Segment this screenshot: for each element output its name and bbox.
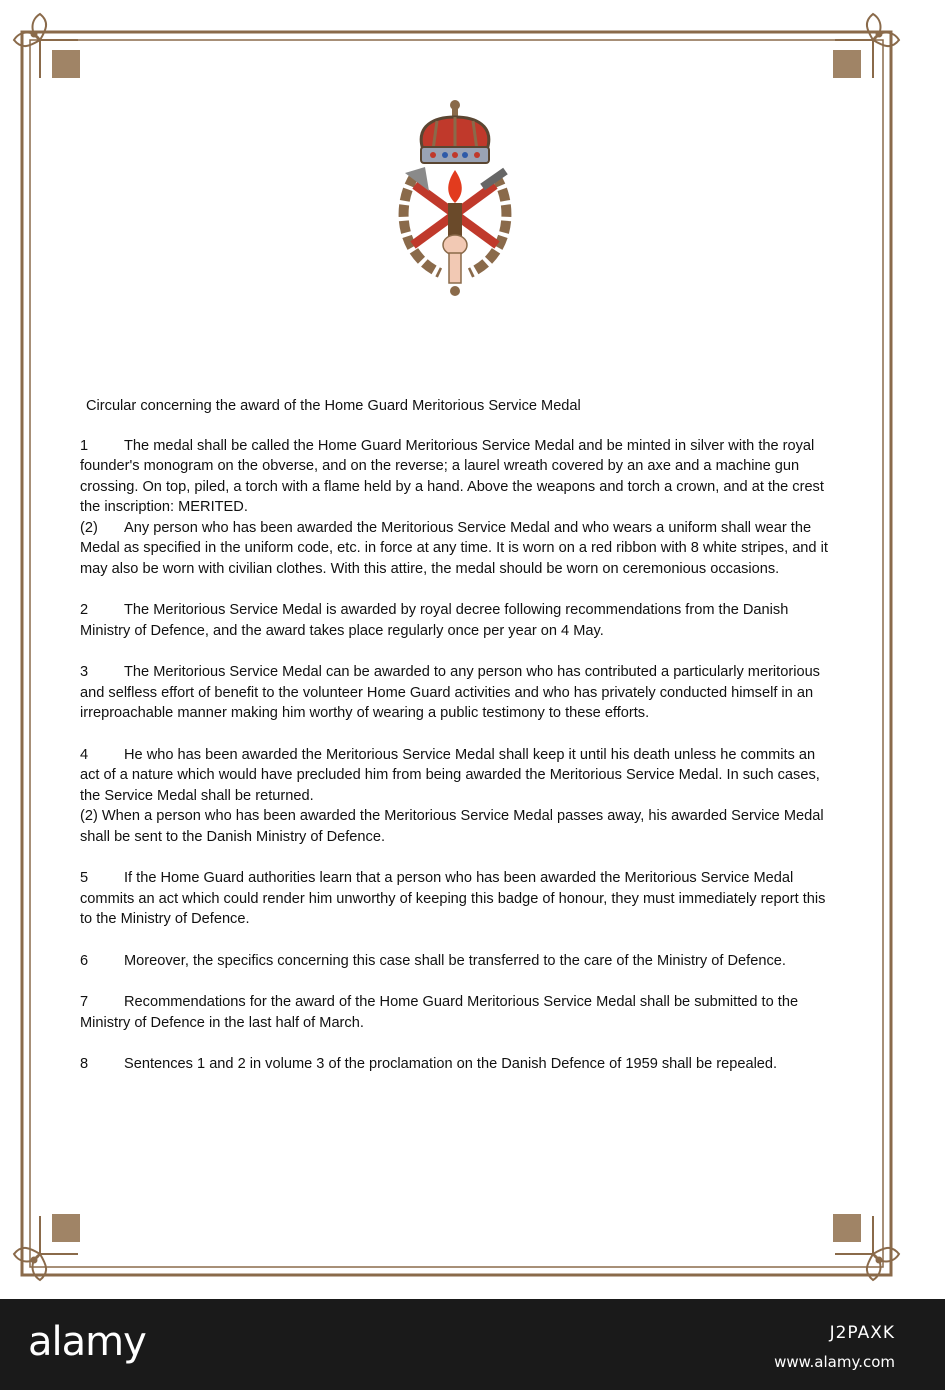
corner-ornament-icon (14, 14, 80, 78)
paragraph-text: The medal shall be called the Home Guard Meritorious Service Medal and be minted in silver with the royal founder's monogram on the obverse, and on the reverse; a laurel wreath covered by an axe and a machine gun crossing. On top, piled, a torch with a flame held by a hand. Above the weapons and torch a crown, and at the crest the inscription: MERITED. (80, 437, 824, 515)
paragraph-number: (2) (80, 808, 98, 824)
paragraph-text: If the Home Guard authorities learn that a person who has been awarded the Meritorious Service Medal commits an act which could render him unworthy of keeping this badge of honour, they must immediately report this to the Ministry of Defence. (80, 870, 826, 927)
paragraph-text: He who has been awarded the Meritorious Service Medal shall keep it until his death unless he commits an act of a nature which would have precluded him from being awarded the Meritorious Service Medal. In such cases, the Service Medal shall be returned. (80, 746, 820, 804)
document-title: Circular concerning the award of the Home Guard Meritorious Service Medal (86, 398, 581, 414)
paragraph-5 (80, 868, 830, 930)
paragraph-text: Moreover, the specifics concerning this case shall be transferred to the care of the Ministry of Defence. (124, 952, 786, 969)
paragraph-number: (2) (80, 519, 98, 536)
paragraph-6 (80, 951, 830, 972)
paragraph-number: 2 (80, 602, 89, 618)
document-body (80, 396, 830, 1096)
paragraph-3 (80, 662, 830, 724)
site-url-label: www.alamy.com (774, 1353, 895, 1371)
paragraph-number: 7 (80, 994, 89, 1010)
paragraph-text: Recommendations for the award of the Home Guard Meritorious Service Medal shall be submitted to the Ministry of Defence in the last half of March. (80, 994, 799, 1031)
paragraph-8 (80, 1054, 830, 1075)
paragraph-text: The Meritorious Service Medal can be awarded to any person who has contributed a particularly meritorious and selfless effort of benefit to the volunteer Home Guard activities and who has privately conducted himself in an irreproachable manner making him worthy of wearing a public testimony to these efforts. (80, 664, 820, 721)
paragraph-number: 5 (80, 870, 89, 886)
paragraph-2 (80, 600, 830, 641)
paragraph-number: 6 (80, 952, 89, 969)
alamy-logo: alamy (28, 1319, 146, 1365)
stock-watermark-bar (0, 1299, 945, 1390)
paragraph-4 (80, 745, 830, 848)
home-guard-crest-icon (385, 95, 525, 305)
paragraph-number: 3 (80, 664, 89, 680)
corner-ornament-icon (833, 14, 899, 78)
corner-ornament-icon (833, 1214, 899, 1280)
paragraph-text: The Meritorious Service Medal is awarded by royal decree following recommendations from the Danish Ministry of Defence, and the award takes place regularly once per year on 4 May. (80, 602, 789, 639)
paragraph-1 (80, 436, 830, 580)
paragraph-number: 8 (80, 1056, 89, 1072)
image-id-label: J2PAXK (829, 1323, 895, 1343)
paragraph-number: 4 (80, 746, 89, 763)
corner-ornament-icon (14, 1214, 80, 1280)
paragraph-text: When a person who has been awarded the Meritorious Service Medal passes away, his awarded Service Medal shall be sent to the Danish Ministry of Defence. (80, 808, 824, 845)
paragraph-text: Sentences 1 and 2 in volume 3 of the proclamation on the Danish Defence of 1959 shall be repealed. (124, 1056, 778, 1072)
paragraph-text: Any person who has been awarded the Meritorious Service Medal and who wears a uniform shall wear the Medal as specified in the uniform code, etc. in force at any time. It is worn on a red ribbon with 8 white stripes, and it may also be worn with civilian clothes. With this attire, the medal should be worn on ceremonious occasions. (80, 519, 828, 577)
paragraph-number: 1 (80, 437, 89, 454)
paragraph-7 (80, 992, 830, 1033)
